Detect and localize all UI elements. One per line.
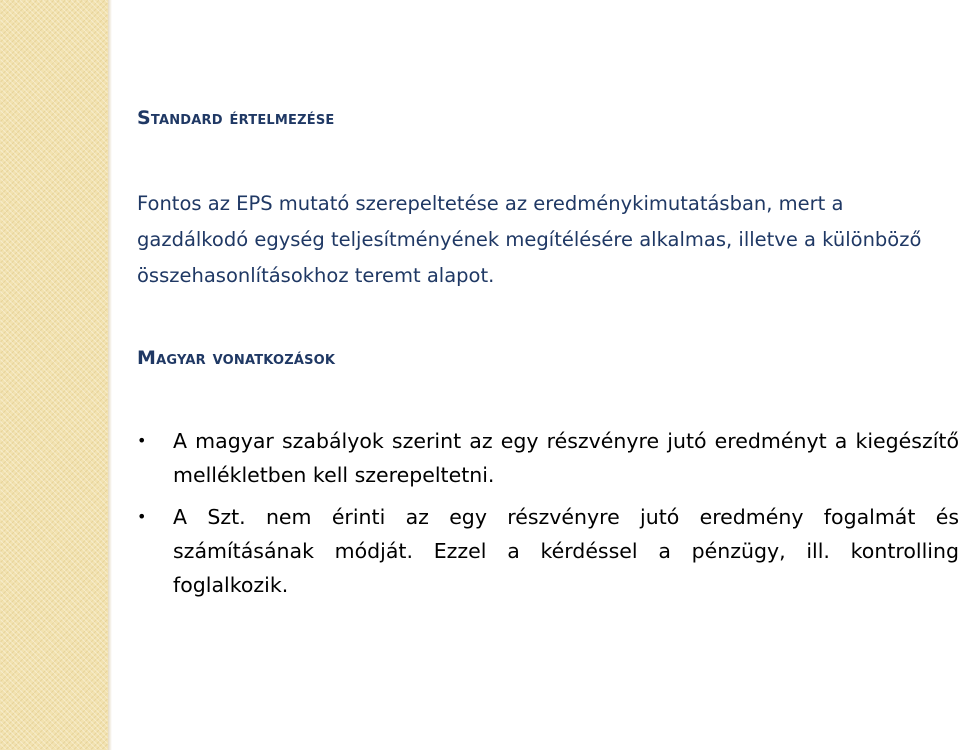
bullet-text: A magyar szabályok szerint az egy részvényre jutó eredményt a kiegészítő mellékletben kell szerepeltetni.	[173, 429, 959, 487]
bullet-icon: •	[137, 431, 147, 450]
decorative-side-band	[0, 0, 108, 750]
list-item	[137, 424, 959, 492]
hungarian-heading: Magyar vonatkozások	[137, 347, 336, 369]
bullet-icon: •	[137, 507, 147, 526]
standard-paragraph: Fontos az EPS mutató szerepeltetése az eredménykimutatásban, mert a gazdálkodó egység teljesítményének megítélésére alkalmas, illetve a különböző összehasonlításokhoz teremt alapot.	[137, 192, 922, 287]
side-band-edge	[108, 0, 112, 750]
bullet-list	[137, 424, 959, 610]
list-item	[137, 500, 959, 602]
bullet-text: A Szt. nem érinti az egy részvényre jutó eredmény fogalmát és számításának módját. Ezzel a kérdéssel a pénzügy, ill. kontrolling foglalkozik.	[173, 505, 959, 597]
standard-heading: Standard értelmezése	[137, 107, 335, 129]
